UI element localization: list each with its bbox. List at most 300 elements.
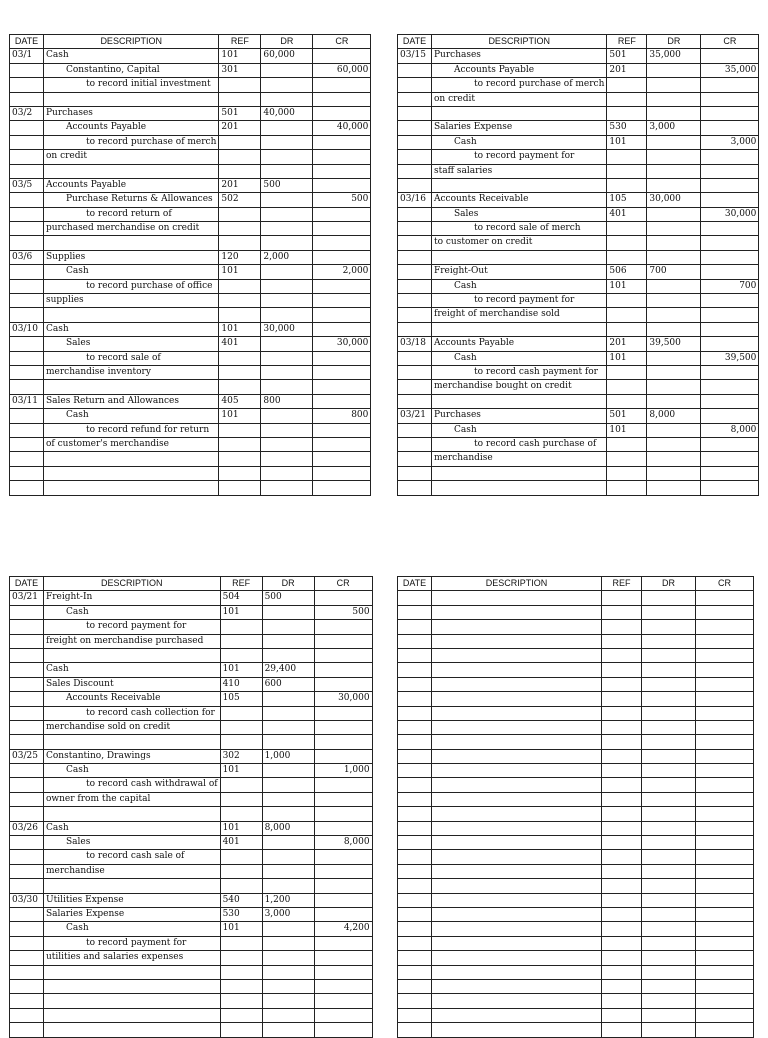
journal-body bbox=[398, 49, 759, 495]
cr-cell bbox=[701, 164, 759, 178]
description-cell: to record cash collection for bbox=[44, 706, 221, 720]
table-row bbox=[398, 620, 754, 634]
date-cell bbox=[398, 63, 432, 77]
date-cell: 03/5 bbox=[10, 178, 44, 192]
description-cell: Sales Return and Allowances bbox=[44, 394, 219, 408]
dr-cell bbox=[647, 106, 701, 120]
description-cell: Supplies bbox=[44, 250, 219, 264]
description-cell bbox=[432, 979, 602, 993]
dr-header: DR bbox=[261, 35, 313, 49]
date-cell bbox=[398, 792, 432, 806]
date-cell bbox=[10, 452, 44, 466]
table-row bbox=[10, 605, 373, 619]
table-row bbox=[398, 965, 754, 979]
description-cell: merchandise bought on credit bbox=[432, 380, 607, 394]
ref-cell bbox=[602, 922, 642, 936]
description-cell bbox=[432, 850, 602, 864]
date-cell bbox=[398, 836, 432, 850]
ref-cell bbox=[602, 720, 642, 734]
cr-cell: 500 bbox=[313, 193, 371, 207]
dr-cell bbox=[262, 706, 314, 720]
cr-cell bbox=[696, 778, 754, 792]
date-cell bbox=[398, 677, 432, 691]
dr-cell bbox=[642, 994, 696, 1008]
date-cell bbox=[398, 648, 432, 662]
table-row bbox=[398, 394, 759, 408]
date-cell bbox=[398, 879, 432, 893]
cr-header: CR bbox=[696, 577, 754, 591]
dr-cell bbox=[262, 836, 314, 850]
description-cell: Utilities Expense bbox=[44, 893, 221, 907]
table-row bbox=[10, 706, 373, 720]
table-row bbox=[10, 692, 373, 706]
table-row bbox=[10, 207, 371, 221]
table-row bbox=[398, 951, 754, 965]
date-cell: 03/18 bbox=[398, 337, 432, 351]
dr-cell bbox=[262, 605, 314, 619]
cr-cell bbox=[701, 452, 759, 466]
date-cell bbox=[398, 265, 432, 279]
table-row bbox=[10, 922, 373, 936]
table-row bbox=[10, 836, 373, 850]
dr-cell bbox=[262, 965, 314, 979]
date-cell bbox=[10, 620, 44, 634]
dr-cell bbox=[647, 222, 701, 236]
ref-cell: 401 bbox=[607, 207, 647, 221]
description-cell bbox=[44, 807, 221, 821]
date-cell bbox=[10, 1008, 44, 1022]
ref-header: REF bbox=[219, 35, 261, 49]
ref-cell bbox=[602, 620, 642, 634]
ref-cell bbox=[602, 965, 642, 979]
cr-cell bbox=[314, 893, 372, 907]
description-cell bbox=[432, 466, 607, 480]
ref-cell bbox=[607, 380, 647, 394]
ref-cell bbox=[219, 481, 261, 495]
description-cell: Sales bbox=[44, 337, 219, 351]
cr-cell bbox=[696, 994, 754, 1008]
table-row bbox=[398, 879, 754, 893]
date-header: DATE bbox=[398, 577, 432, 591]
date-cell: 03/6 bbox=[10, 250, 44, 264]
dr-cell: 8,000 bbox=[262, 821, 314, 835]
dr-cell bbox=[642, 648, 696, 662]
table-row bbox=[10, 466, 371, 480]
date-cell bbox=[10, 308, 44, 322]
date-cell bbox=[10, 951, 44, 965]
ref-cell bbox=[220, 807, 262, 821]
ref-cell bbox=[607, 437, 647, 451]
dr-cell bbox=[261, 265, 313, 279]
date-cell bbox=[398, 979, 432, 993]
description-header: DESCRIPTION bbox=[432, 577, 602, 591]
table-row bbox=[398, 121, 759, 135]
dr-cell bbox=[261, 337, 313, 351]
dr-cell: 1,200 bbox=[262, 893, 314, 907]
description-cell: Cash bbox=[44, 49, 219, 63]
date-cell bbox=[398, 807, 432, 821]
cr-header: CR bbox=[313, 35, 371, 49]
date-cell: 03/2 bbox=[10, 106, 44, 120]
cr-cell bbox=[701, 92, 759, 106]
cr-cell bbox=[313, 164, 371, 178]
table-row bbox=[10, 49, 371, 63]
table-row bbox=[398, 63, 759, 77]
dr-cell bbox=[642, 677, 696, 691]
date-cell bbox=[10, 423, 44, 437]
table-row bbox=[10, 92, 371, 106]
dr-cell bbox=[262, 692, 314, 706]
cr-cell bbox=[701, 222, 759, 236]
dr-cell bbox=[262, 648, 314, 662]
description-cell bbox=[432, 634, 602, 648]
date-cell bbox=[10, 78, 44, 92]
dr-header: DR bbox=[642, 577, 696, 591]
dr-cell bbox=[647, 164, 701, 178]
cr-cell bbox=[701, 78, 759, 92]
description-cell: to record sale of merch bbox=[432, 222, 607, 236]
ref-header: REF bbox=[220, 577, 262, 591]
description-cell: Sales Discount bbox=[44, 677, 221, 691]
cr-cell bbox=[314, 907, 372, 921]
table-row bbox=[398, 850, 754, 864]
ref-cell bbox=[607, 222, 647, 236]
description-cell bbox=[432, 720, 602, 734]
description-cell: to record purchase of merch bbox=[44, 135, 219, 149]
date-cell bbox=[10, 965, 44, 979]
table-row bbox=[398, 807, 754, 821]
date-cell bbox=[10, 380, 44, 394]
description-cell bbox=[44, 481, 219, 495]
cr-cell bbox=[701, 121, 759, 135]
date-cell bbox=[398, 481, 432, 495]
ref-cell bbox=[607, 178, 647, 192]
table-row bbox=[10, 648, 373, 662]
date-cell bbox=[398, 864, 432, 878]
cr-cell bbox=[314, 821, 372, 835]
dr-cell: 600 bbox=[262, 677, 314, 691]
table-row bbox=[10, 294, 371, 308]
table-row bbox=[398, 864, 754, 878]
dr-cell bbox=[647, 365, 701, 379]
date-cell bbox=[398, 222, 432, 236]
dr-cell bbox=[647, 92, 701, 106]
table-row bbox=[10, 735, 373, 749]
date-cell bbox=[398, 994, 432, 1008]
dr-cell bbox=[261, 481, 313, 495]
date-cell bbox=[10, 121, 44, 135]
table-row bbox=[398, 178, 759, 192]
description-cell: Cash bbox=[44, 605, 221, 619]
cr-cell bbox=[701, 409, 759, 423]
description-cell bbox=[432, 792, 602, 806]
dr-cell: 700 bbox=[647, 265, 701, 279]
date-cell bbox=[10, 265, 44, 279]
table-row bbox=[10, 1023, 373, 1037]
description-cell bbox=[44, 648, 221, 662]
ref-cell bbox=[219, 351, 261, 365]
date-cell bbox=[398, 279, 432, 293]
date-header: DATE bbox=[398, 35, 432, 49]
table-row bbox=[10, 250, 371, 264]
cr-cell bbox=[696, 850, 754, 864]
dr-cell bbox=[642, 634, 696, 648]
description-cell: to record payment for bbox=[432, 294, 607, 308]
table-row bbox=[10, 265, 371, 279]
cr-cell bbox=[701, 49, 759, 63]
date-cell bbox=[398, 394, 432, 408]
description-cell: Constantino, Drawings bbox=[44, 749, 221, 763]
description-cell: Cash bbox=[44, 764, 221, 778]
date-cell bbox=[398, 92, 432, 106]
ref-cell: 501 bbox=[219, 106, 261, 120]
dr-cell bbox=[261, 135, 313, 149]
date-cell bbox=[10, 481, 44, 495]
date-cell bbox=[10, 792, 44, 806]
dr-cell bbox=[261, 222, 313, 236]
description-cell: Sales bbox=[44, 836, 221, 850]
description-cell bbox=[432, 394, 607, 408]
table-row bbox=[398, 792, 754, 806]
ref-cell bbox=[602, 663, 642, 677]
dr-cell bbox=[262, 879, 314, 893]
description-cell: to record return of bbox=[44, 207, 219, 221]
cr-cell bbox=[314, 706, 372, 720]
description-cell bbox=[432, 692, 602, 706]
ref-cell: 502 bbox=[219, 193, 261, 207]
ref-cell bbox=[219, 222, 261, 236]
table-row bbox=[398, 92, 759, 106]
description-cell bbox=[432, 481, 607, 495]
date-cell bbox=[10, 294, 44, 308]
dr-cell bbox=[642, 965, 696, 979]
cr-cell bbox=[696, 706, 754, 720]
description-cell: Accounts Payable bbox=[432, 63, 607, 77]
dr-cell bbox=[261, 380, 313, 394]
table-row bbox=[10, 663, 373, 677]
cr-cell bbox=[701, 265, 759, 279]
cr-cell: 39,500 bbox=[701, 351, 759, 365]
description-cell bbox=[44, 1023, 221, 1037]
ref-cell: 101 bbox=[219, 409, 261, 423]
ref-cell: 101 bbox=[607, 279, 647, 293]
ref-cell: 530 bbox=[607, 121, 647, 135]
dr-cell bbox=[642, 620, 696, 634]
table-row bbox=[10, 452, 371, 466]
date-cell: 03/26 bbox=[10, 821, 44, 835]
date-cell bbox=[398, 423, 432, 437]
dr-cell bbox=[647, 322, 701, 336]
ref-cell bbox=[607, 322, 647, 336]
cr-cell bbox=[314, 965, 372, 979]
table-row bbox=[10, 979, 373, 993]
ref-cell bbox=[602, 979, 642, 993]
ref-cell: 101 bbox=[607, 135, 647, 149]
dr-cell bbox=[261, 423, 313, 437]
table-row bbox=[10, 893, 373, 907]
dr-cell bbox=[261, 466, 313, 480]
table-row bbox=[398, 164, 759, 178]
date-cell bbox=[10, 193, 44, 207]
cr-cell bbox=[696, 749, 754, 763]
cr-cell bbox=[701, 437, 759, 451]
cr-cell bbox=[313, 207, 371, 221]
description-cell bbox=[432, 965, 602, 979]
description-cell bbox=[432, 677, 602, 691]
dr-cell bbox=[261, 121, 313, 135]
ref-cell: 101 bbox=[220, 821, 262, 835]
table-row bbox=[10, 63, 371, 77]
dr-cell: 40,000 bbox=[261, 106, 313, 120]
cr-cell bbox=[314, 648, 372, 662]
description-cell: Freight-Out bbox=[432, 265, 607, 279]
description-cell bbox=[432, 663, 602, 677]
cr-cell bbox=[314, 735, 372, 749]
dr-cell: 35,000 bbox=[647, 49, 701, 63]
date-cell bbox=[398, 150, 432, 164]
journal-body bbox=[10, 49, 371, 495]
description-cell: of customer's merchandise bbox=[44, 437, 219, 451]
ref-cell: 201 bbox=[607, 63, 647, 77]
description-cell: to record payment for bbox=[44, 936, 221, 950]
description-cell: Cash bbox=[432, 135, 607, 149]
date-cell bbox=[10, 222, 44, 236]
ref-cell bbox=[220, 792, 262, 806]
ref-cell bbox=[607, 466, 647, 480]
ref-cell bbox=[219, 365, 261, 379]
cr-cell: 4,200 bbox=[314, 922, 372, 936]
table-row bbox=[398, 907, 754, 921]
table-row bbox=[398, 749, 754, 763]
dr-cell bbox=[261, 150, 313, 164]
cr-cell bbox=[696, 979, 754, 993]
description-cell bbox=[432, 749, 602, 763]
cr-cell bbox=[313, 394, 371, 408]
table-row bbox=[398, 135, 759, 149]
table-row bbox=[10, 423, 371, 437]
cr-cell bbox=[696, 605, 754, 619]
journal-table-3 bbox=[9, 576, 373, 1038]
ref-cell bbox=[219, 279, 261, 293]
cr-cell bbox=[314, 620, 372, 634]
cr-cell bbox=[313, 437, 371, 451]
cr-cell: 2,000 bbox=[313, 265, 371, 279]
dr-cell bbox=[642, 979, 696, 993]
date-cell bbox=[10, 437, 44, 451]
date-header: DATE bbox=[10, 35, 44, 49]
table-row bbox=[398, 1008, 754, 1022]
table-row bbox=[10, 193, 371, 207]
cr-cell bbox=[313, 452, 371, 466]
dr-cell bbox=[647, 308, 701, 322]
table-row bbox=[10, 106, 371, 120]
description-cell bbox=[432, 994, 602, 1008]
table-row bbox=[10, 951, 373, 965]
cr-cell: 700 bbox=[701, 279, 759, 293]
table-row bbox=[398, 706, 754, 720]
table-row bbox=[10, 850, 373, 864]
date-cell bbox=[398, 634, 432, 648]
date-cell: 03/10 bbox=[10, 322, 44, 336]
ref-cell bbox=[602, 634, 642, 648]
cr-cell bbox=[313, 380, 371, 394]
date-cell: 03/21 bbox=[10, 591, 44, 605]
dr-cell bbox=[642, 907, 696, 921]
description-cell bbox=[44, 236, 219, 250]
date-cell: 03/11 bbox=[10, 394, 44, 408]
description-cell bbox=[44, 466, 219, 480]
ref-cell bbox=[220, 778, 262, 792]
description-cell: supplies bbox=[44, 294, 219, 308]
cr-cell bbox=[701, 394, 759, 408]
table-row bbox=[398, 452, 759, 466]
cr-cell bbox=[701, 178, 759, 192]
description-cell bbox=[44, 452, 219, 466]
dr-header: DR bbox=[262, 577, 314, 591]
dr-cell bbox=[262, 620, 314, 634]
cr-cell bbox=[313, 49, 371, 63]
date-cell bbox=[10, 907, 44, 921]
description-cell bbox=[432, 778, 602, 792]
dr-cell bbox=[647, 394, 701, 408]
dr-cell bbox=[642, 605, 696, 619]
ref-cell bbox=[219, 135, 261, 149]
description-cell bbox=[432, 178, 607, 192]
ref-cell bbox=[219, 437, 261, 451]
dr-cell bbox=[647, 279, 701, 293]
description-cell: to customer on credit bbox=[432, 236, 607, 250]
description-cell: Accounts Receivable bbox=[44, 692, 221, 706]
dr-cell bbox=[642, 692, 696, 706]
ref-cell bbox=[602, 850, 642, 864]
cr-cell bbox=[313, 222, 371, 236]
description-header: DESCRIPTION bbox=[432, 35, 607, 49]
ref-cell bbox=[220, 648, 262, 662]
description-cell bbox=[432, 322, 607, 336]
dr-cell bbox=[262, 922, 314, 936]
cr-cell bbox=[313, 308, 371, 322]
ref-cell: 201 bbox=[219, 121, 261, 135]
cr-cell bbox=[696, 591, 754, 605]
cr-cell bbox=[696, 735, 754, 749]
table-row bbox=[10, 365, 371, 379]
description-cell bbox=[432, 620, 602, 634]
cr-cell bbox=[696, 922, 754, 936]
description-cell bbox=[432, 764, 602, 778]
date-cell bbox=[10, 706, 44, 720]
description-cell: merchandise sold on credit bbox=[44, 720, 221, 734]
dr-cell bbox=[262, 778, 314, 792]
date-cell bbox=[398, 135, 432, 149]
cr-cell bbox=[314, 1008, 372, 1022]
date-cell bbox=[10, 663, 44, 677]
dr-cell bbox=[261, 207, 313, 221]
table-row bbox=[10, 121, 371, 135]
description-cell: Cash bbox=[432, 351, 607, 365]
dr-cell: 30,000 bbox=[647, 193, 701, 207]
date-cell bbox=[398, 78, 432, 92]
dr-cell bbox=[261, 294, 313, 308]
description-cell: Accounts Payable bbox=[432, 337, 607, 351]
dr-cell: 500 bbox=[262, 591, 314, 605]
dr-cell bbox=[261, 92, 313, 106]
cr-cell bbox=[313, 466, 371, 480]
table-row bbox=[398, 380, 759, 394]
cr-cell bbox=[314, 720, 372, 734]
dr-cell bbox=[642, 807, 696, 821]
dr-cell bbox=[647, 250, 701, 264]
ref-cell bbox=[219, 423, 261, 437]
